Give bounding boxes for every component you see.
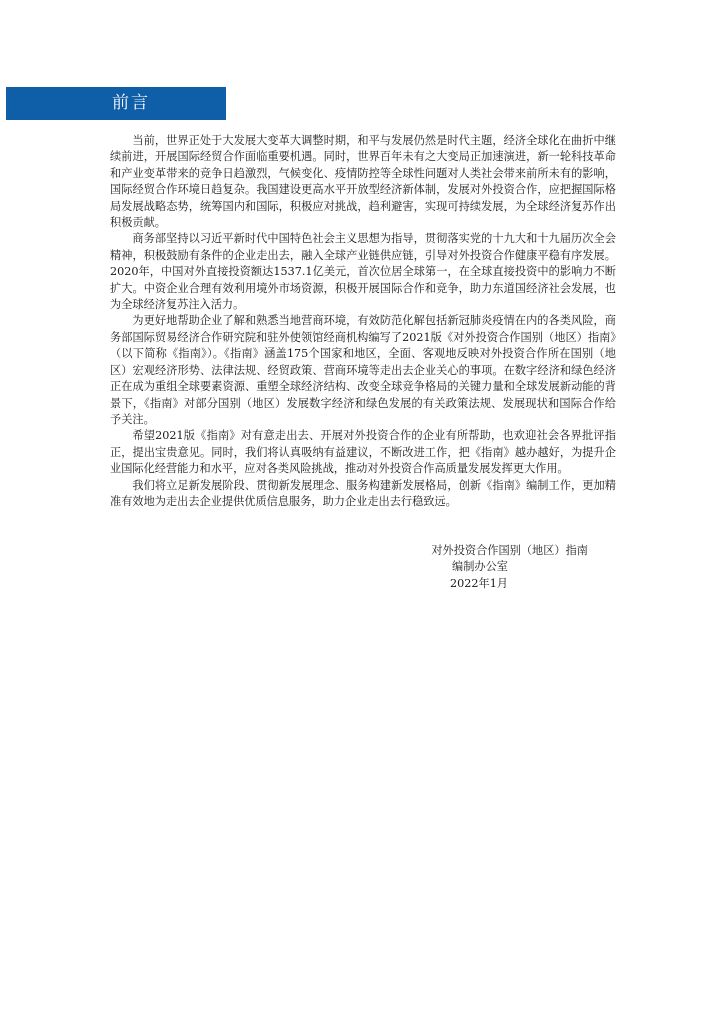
section-title: 前言	[112, 93, 150, 113]
paragraph: 我们将立足新发展阶段、贯彻新发展理念、服务构建新发展格局，创新《指南》编制工作，更加精准有效地为走出去企业提供优质信息服务，助力企业走出去行稳致远。	[110, 478, 616, 508]
paragraph: 商务部坚持以习近平新时代中国特色社会主义思想为指导，贯彻落实党的十九大和十九届历次全会精神，积极鼓励有条件的企业走出去，融入全球产业链供应链，引导对外投资合作健康平稳有序发展。2020年，中国对外直接投资额达1537.1亿美元，首次位居全球第一，在全球直接投资中的影响力不断扩大。中资企业合理有效利用境外市场资源，积极开展国际合作和竞争，助力东道国经济社会发展，也为全球经济复苏注入活力。	[110, 232, 616, 312]
signature-block	[380, 543, 600, 592]
signature-organization: 对外投资合作国别（地区）指南	[431, 544, 588, 557]
signature-office: 编制办公室	[452, 560, 508, 574]
paragraph: 希望2021版《指南》对有意走出去、开展对外投资合作的企业有所帮助，也欢迎社会各界批评指正，提出宝贵意见。同时，我们将认真吸纳有益建议，不断改进工作，把《指南》越办越好，为提升企业国际化经营能力和水平，应对各类风险挑战，推动对外投资合作高质量发展发挥更大作用。	[110, 429, 616, 476]
signature-date: 2022年1月	[450, 576, 508, 590]
paragraph: 当前，世界正处于大发展大变革大调整时期，和平与发展仍然是时代主题，经济全球化在曲折中继续前进，开展国际经贸合作面临重要机遇。同时，世界百年未有之大变局正加速演进，新一轮科技革命和产业变革带来的竞争日趋激烈，气候变化、疫情防控等全球性问题对人类社会带来前所未有的影响，国际经贸合作环境日趋复杂。我国建设更高水平开放型经济新体制，发展对外投资合作，应把握国际格局发展战略态势，统筹国内和国际，积极应对挑战，趋利避害，实现可持续发展，为全球经济复苏作出积极贡献。	[110, 134, 616, 230]
section-header-bar	[6, 87, 226, 120]
preface-body	[110, 133, 616, 510]
paragraph: 为更好地帮助企业了解和熟悉当地营商环境，有效防范化解包括新冠肺炎疫情在内的各类风险，商务部国际贸易经济合作研究院和驻外使领馆经商机构编写了2021版《对外投资合作国别（地区）指南》（以下简称《指南》）。《指南》涵盖175个国家和地区，全面、客观地反映对外投资合作所在国别（地区）宏观经济形势、法律法规、经贸政策、营商环境等走出去企业关心的事项。在数字经济和绿色经济正在成为重组全球要素资源、重塑全球经济结构、改变全球竞争格局的关键力量和全球发展新动能的背景下，《指南》对部分国别（地区）发展数字经济和绿色发展的有关政策法规、发展现状和国际合作给予关注。	[110, 314, 616, 426]
